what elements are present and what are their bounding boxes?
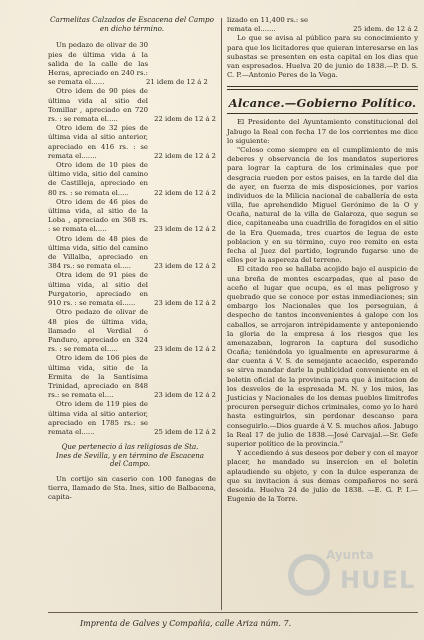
lot-date: 23 idem de 12 á 2 (154, 299, 216, 308)
footer-rule (48, 612, 418, 613)
watermark-logo (288, 548, 418, 604)
lot-date: 23 idem de 12 á 2 (154, 225, 216, 234)
note-italic: Que pertenecio á las religiosas de Sta. Ines de Sevilla, y en término de Escacena del Campo. (56, 443, 204, 469)
title-rule (227, 113, 418, 114)
lot-date: 23 idem de 12 á 2 (154, 345, 216, 354)
article-paragraph: El Presidente del Ayuntamiento constitucional del Jabugo la Real con fecha 17 de los corrientes me dice lo siguiente: (227, 118, 418, 145)
watermark-big-text: HUEL (340, 566, 416, 594)
section-title: Alcance.—Gobierno Político. (228, 96, 417, 111)
lot-date (148, 41, 216, 78)
lot-description: Otra idem de 91 pies de última vida, al sitio del Purgatorio, apreciado en 910 rs. : se remata el...... (48, 271, 148, 308)
lot-description: Otro idem de 48 pies de última vida, sitio del camino de Villalba, apreciado en 384 rs.: se remata el..... (48, 234, 148, 271)
top-line-b (227, 25, 418, 34)
article-body (227, 118, 418, 504)
watermark-text: Ayunta (326, 548, 374, 562)
lot-description: Un pedazo de olivar de 30 pies de última vida á la salida de la calle de las Heras, apreciado en 240 rs.: se remata el...... (48, 41, 148, 87)
column-divider (221, 18, 222, 610)
left-column (48, 16, 216, 503)
top-paragraph: Lo que se avisa al público para su conocimiento y para que los licitadores que quieran interesarse en las subastas se presenten en esta capital en los dias que van espresados. Huelva 20 de junio de 1838.—P. D. S. C. P.—Antonio Peres de la Vega. (227, 34, 418, 80)
cortijo-paragraph: Un cortijo sin caserio con 100 fanegas de tierra, llamado de Sta. Ines, sitio de Balbacena, capita- (48, 474, 216, 502)
watermark-circle-icon (288, 554, 330, 596)
lot-date: 22 idem de 12 á 2 (154, 188, 216, 197)
lot-item (48, 308, 216, 354)
article-paragraph: El citado reo se hallaba acojido bajo el auspicio de una breña de montes escarpadas, que al paso de aceño el lugar que ocupa, es el mas peligroso y quebrado que se conoce por estas inmediaciones; sin embargo los Nacionales que los perseguian, á despecho de tantos inconvenientes á galope con los caballos, se arrojaron intrépidamente y anteponiendo la gloria de la empresa á los riesgos que les amenazaban, lograron la captura del susodicho Ocaña; teniéndola yo igualmente en apresurarme á dar cuenta á V. S. de semejante acaecido, esperando se sirva mandar darle la publicidad conveniente en el boletin oficial de la provincia para que á imitacion de los desvelos de la espresada M. N. y los mios, las Justicias y Nacionales de los demas pueblos limitrofes procuren perseguir dichos criminales, como yo lo haré hasta estinguirlos, sin perdonar descanso para conseguirlo.—Dios guarde á V. S. muchos años. Jabugo la Real 17 de julio de 1838.—José Carvajal.—Sr. Gefe superior político de la provincia." (227, 265, 418, 448)
lot-description: Otro idem de 90 pies de última vida al sitio del Tomillar , apreciado en 720 rs. : se remata el..... (48, 87, 148, 124)
article-paragraph: "Celoso como siempre en el cumplimiento de mis deberes y observancia de los mandatos superiores para lograr la captura de los criminales que por desgracia rueden por estos paises, en la tarde del dia de ayer, en fuerza de mis disposiciones, por varios individuos de la Milicia nacional de caballería de esta villa, fue aprehendido Miguel Gerónimo de la O y Ocaña, natural de la villa de Galaroza, que segun se dice, capitaneaba una cuadrilla de foragidos en el sitio de la Era Quemada, tres cuartos de legua de este poblacion y en su término, cuyo reo remito en esta fecha al Juez del partido, logrando fugarse uno de ellos por la aspereza del terreno. (227, 145, 418, 265)
article-paragraph: Y accediendo á sus deseos por deber y con el mayor placer, he mandado su insercion en el boletin aplaudiendo su objeto, y con la dulce esperanza de que su invitacion á sus demas compañeros no será desoida. Huelva 24 de julio de 1838. —E. G. P. I.—Eugenio de la Torre. (227, 449, 418, 504)
lot-date: 22 idem de 12 á 2 (154, 151, 216, 160)
top-line-a: lizado en 11,400 rs.: se (227, 16, 309, 24)
lot-item (48, 271, 216, 308)
right-column (227, 16, 418, 504)
lot-item (48, 198, 216, 235)
lots-list (48, 41, 216, 437)
lot-date: 23 idem de 12 á 2 (154, 262, 216, 271)
lot-item (48, 161, 216, 198)
lot-item (48, 235, 216, 272)
lot-description: Otro idem de 32 pies de última vida al sitio anterior, apreciado en 416 rs. : se remata el....... (48, 124, 148, 160)
lot-description: Otro pedazo de olivar de 48 pies de última vida, llamado el Verdial ó Panduro, apreciado en 324 rs. : se remata el..... (48, 308, 148, 354)
lot-date: 25 idem de 12 á 2 (154, 427, 216, 436)
top-line-b-left: remata el....... (227, 25, 276, 34)
lot-date: 22 idem de 12 á 2 (154, 115, 216, 124)
section-rule (227, 86, 418, 90)
lot-date: 23 idem de 12 á 2 (154, 391, 216, 400)
imprint-footer: Imprenta de Galves y Compañia, calle Ariza núm. 7. (80, 619, 292, 628)
lot-description: Otro idem de 106 pies de última vida, sitio de la Ermita de la Santísima Trinidad, apreciado en 848 rs.: se remata el.... (48, 354, 148, 400)
lot-item (48, 87, 216, 124)
lot-item (48, 354, 216, 400)
lot-description: Otro idem de 46 pies de última vida, al sitio de la Loba , apreciado en 368 rs. : se remata el..... (48, 197, 148, 234)
lot-description: Otro idem de 10 pies de último vida, sitio del camino de Castilleja, apreciado en 80 rs. : se remata el..... (48, 161, 148, 197)
top-line-b-right: 25 idem. de 12 á 2 (353, 25, 418, 34)
lot-description: Otro idem de 119 pies de última vida al sitio anterior, apreciado en 1785 rs.: se remata el...... (48, 400, 148, 436)
lot-item (48, 400, 216, 437)
lot-date-first: 21 idem de 12 á 2 (146, 78, 208, 87)
lot-item (48, 124, 216, 161)
left-heading: Carmelitas Calzados de Escacena del Campo en dicho término. (50, 15, 214, 33)
